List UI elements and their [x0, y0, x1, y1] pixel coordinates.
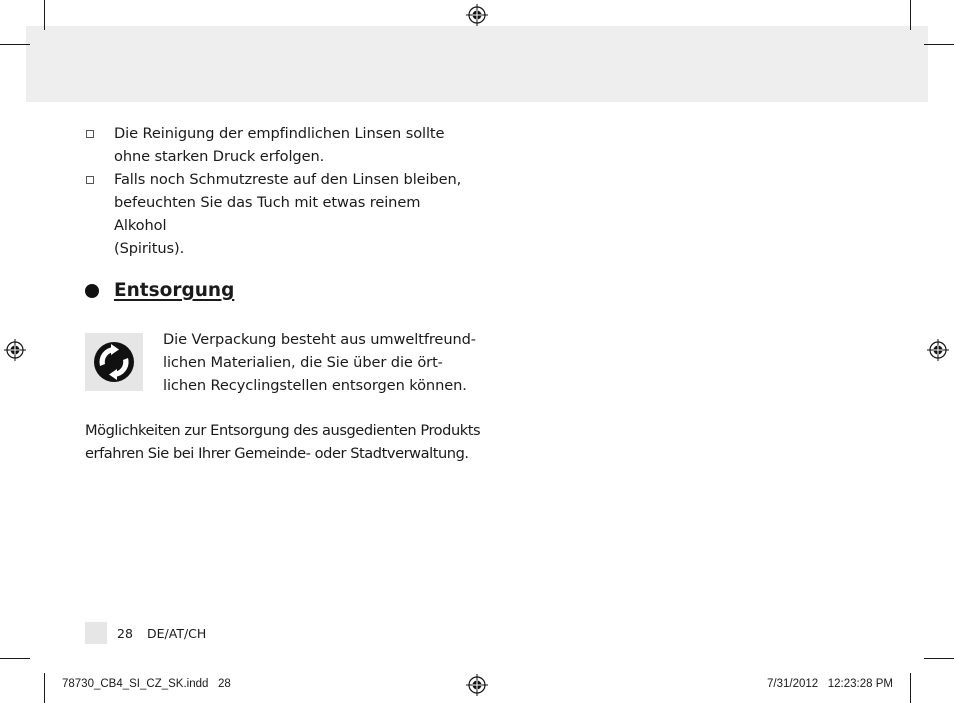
bullet-dot-icon: [85, 284, 99, 298]
recycling-green-dot-icon: [85, 333, 143, 391]
disposal-paragraph: [85, 419, 481, 465]
crop-mark-top-left-v: [44, 0, 45, 30]
section-title: Entsorgung: [114, 280, 235, 301]
list-item-line: Falls noch Schmutzreste auf den Linsen bleiben,: [114, 171, 462, 188]
bullet-list: [85, 122, 470, 260]
crop-mark-top-left-h: [0, 44, 30, 45]
page-language: DE/AT/CH: [147, 626, 207, 641]
crop-mark-top-right-v: [910, 0, 911, 30]
crop-mark-bottom-left-h: [0, 658, 30, 659]
list-item-line: ohne starken Druck erfolgen.: [114, 148, 325, 165]
crop-mark-bottom-right-v: [910, 673, 911, 703]
list-item: [85, 122, 470, 168]
list-item: [85, 168, 470, 260]
checkbox-bullet-icon: [86, 130, 94, 138]
registration-mark-icon: [4, 339, 26, 361]
list-item-line: (Spiritus).: [114, 240, 185, 257]
text-line: lichen Recyclingstellen entsorgen können.: [163, 377, 467, 394]
registration-mark-icon: [466, 4, 488, 26]
recycling-description: [163, 328, 476, 397]
page-marker-box: [85, 622, 107, 644]
list-item-line: befeuchten Sie das Tuch mit etwas reinem Alkohol: [114, 194, 421, 234]
section-heading: [85, 280, 234, 301]
main-content: [85, 122, 470, 260]
slug-filename: 78730_CB4_SI_CZ_SK.indd 28: [62, 678, 231, 690]
page-number: 28: [117, 626, 133, 641]
crop-mark-top-right-h: [924, 44, 954, 45]
text-line: lichen Materialien, die Sie über die ört-: [163, 354, 443, 371]
list-item-line: Die Reinigung der empfindlichen Linsen sollte: [114, 125, 445, 142]
crop-mark-bottom-right-h: [924, 658, 954, 659]
crop-mark-bottom-left-v: [44, 673, 45, 703]
slug-timestamp: 7/31/2012 12:23:28 PM: [767, 678, 893, 690]
text-line: erfahren Sie bei Ihrer Gemeinde- oder Stadtverwaltung.: [85, 445, 469, 462]
text-line: Möglichkeiten zur Entsorgung des ausgedienten Produkts: [85, 422, 481, 439]
registration-mark-icon: [927, 339, 949, 361]
registration-mark-icon: [466, 674, 488, 696]
text-line: Die Verpackung besteht aus umweltfreund-: [163, 331, 476, 348]
checkbox-bullet-icon: [86, 176, 94, 184]
header-band: [26, 26, 928, 102]
recycling-symbol: [85, 333, 143, 391]
